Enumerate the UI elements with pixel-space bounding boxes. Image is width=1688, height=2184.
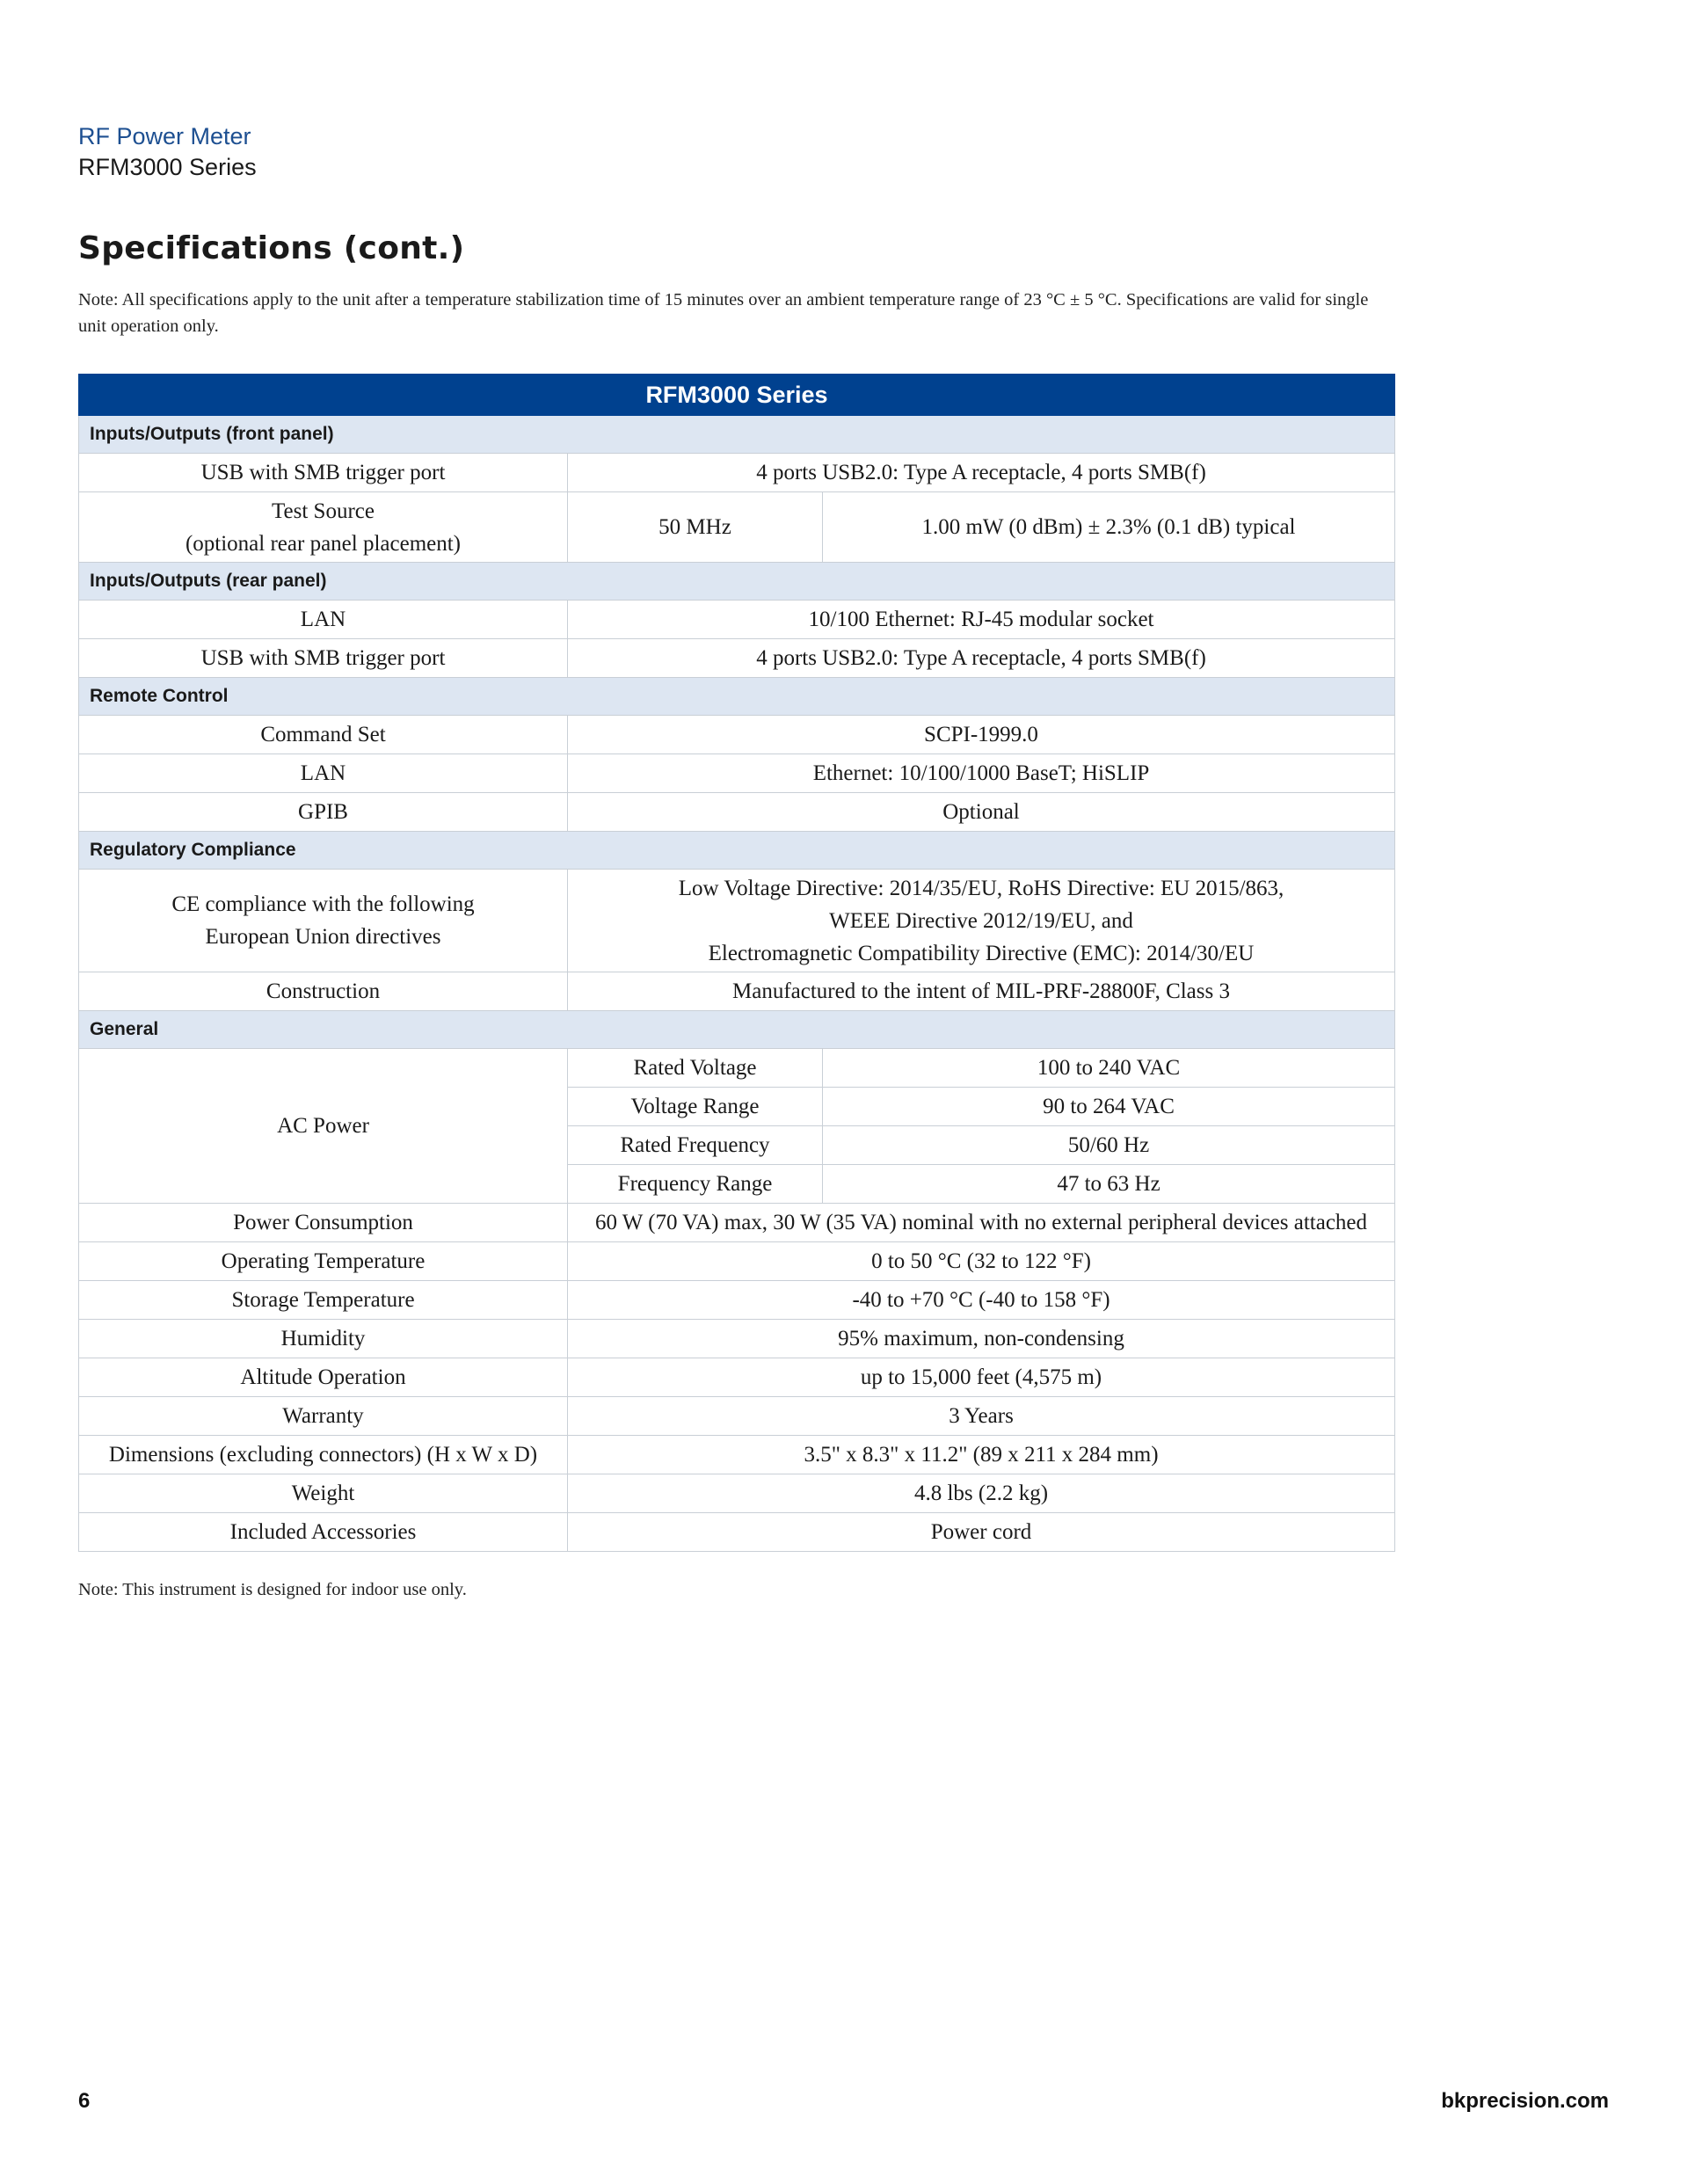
table-heading: RFM3000 Series [79,375,1395,416]
section-row [79,678,1395,716]
section-row [79,563,1395,601]
table-row [79,1320,1395,1358]
page-title: Specifications (cont.) [78,230,465,266]
ac-power-label: AC Power [79,1049,568,1204]
section-regulatory: Regulatory Compliance [79,832,1395,870]
row-value: Power cord [568,1513,1395,1552]
table-row [79,639,1395,678]
row-label: Operating Temperature [79,1242,568,1281]
row-value: 3.5" x 8.3" x 11.2" (89 x 211 x 284 mm) [568,1436,1395,1474]
table-row [79,1358,1395,1397]
section-front-panel: Inputs/Outputs (front panel) [79,416,1395,454]
section-general: General [79,1011,1395,1049]
ac-sub-label: Rated Frequency [568,1126,823,1165]
section-row [79,832,1395,870]
test-source-value: 1.00 mW (0 dBm) ± 2.3% (0.1 dB) typical [823,492,1395,563]
row-label: Warranty [79,1397,568,1436]
row-label [79,870,568,972]
ac-sub-value: 50/60 Hz [823,1126,1395,1165]
row-value: SCPI-1999.0 [568,716,1395,754]
row-label: Dimensions (excluding connectors) (H x W x D) [79,1436,568,1474]
table-row [79,754,1395,793]
header-series: RFM3000 Series [78,154,257,180]
row-value: -40 to +70 °C (-40 to 158 °F) [568,1281,1395,1320]
row-label: Altitude Operation [79,1358,568,1397]
row-label: LAN [79,754,568,793]
row-label: USB with SMB trigger port [79,639,568,678]
table-row [79,870,1395,972]
row-value: 0 to 50 °C (32 to 122 °F) [568,1242,1395,1281]
ac-sub-value: 100 to 240 VAC [823,1049,1395,1088]
table-row [79,1049,1395,1088]
footer-url[interactable]: bkprecision.com [1441,2089,1609,2113]
row-label [79,492,568,563]
ac-sub-label: Rated Voltage [568,1049,823,1088]
row-label: Command Set [79,716,568,754]
row-label: GPIB [79,793,568,832]
row-value: 3 Years [568,1397,1395,1436]
table-row [79,1474,1395,1513]
note-top: Note: All specifications apply to the unit after a temperature stabilization time of 15 minutes over an ambient temperature range of 23 °C ± 5 °C. Specifications are valid for single unit operation only. [78,290,1369,336]
test-source-frequency: 50 MHz [568,492,823,563]
ce-value-line-2: WEEE Directive 2012/19/EU, and [829,908,1133,933]
note-bottom: Note: This instrument is designed for indoor use only. [78,1580,467,1599]
row-value [568,870,1395,972]
row-label: Weight [79,1474,568,1513]
spec-table [78,374,1395,1552]
row-label: Construction [79,972,568,1011]
section-row [79,1011,1395,1049]
row-value: 4.8 lbs (2.2 kg) [568,1474,1395,1513]
row-label: Humidity [79,1320,568,1358]
row-label: Power Consumption [79,1204,568,1242]
row-value: 10/100 Ethernet: RJ-45 modular socket [568,601,1395,639]
test-source-label-line-1: Test Source [272,499,375,523]
test-source-label-line-2: (optional rear panel placement) [185,531,462,556]
row-value: 60 W (70 VA) max, 30 W (35 VA) nominal with no external peripheral devices attached [568,1204,1395,1242]
row-value: Ethernet: 10/100/1000 BaseT; HiSLIP [568,754,1395,793]
table-row [79,1204,1395,1242]
ac-sub-value: 47 to 63 Hz [823,1165,1395,1204]
row-label: Storage Temperature [79,1281,568,1320]
row-label: USB with SMB trigger port [79,454,568,492]
row-value: 4 ports USB2.0: Type A receptacle, 4 ports SMB(f) [568,639,1395,678]
table-row [79,793,1395,832]
table-row [79,1397,1395,1436]
ce-label-line-2: European Union directives [205,925,441,949]
row-value: 95% maximum, non-condensing [568,1320,1395,1358]
row-label: Included Accessories [79,1513,568,1552]
table-row [79,1281,1395,1320]
ce-value-line-3: Electromagnetic Compatibility Directive (EMC): 2014/30/EU [708,941,1255,965]
table-heading-row [79,375,1395,416]
table-row [79,716,1395,754]
ce-label-line-1: CE compliance with the following [171,892,475,916]
table-row [79,492,1395,563]
ac-sub-value: 90 to 264 VAC [823,1088,1395,1126]
ac-sub-label: Frequency Range [568,1165,823,1204]
header-product: RF Power Meter [78,123,251,149]
ac-sub-label: Voltage Range [568,1088,823,1126]
row-value: Optional [568,793,1395,832]
section-rear-panel: Inputs/Outputs (rear panel) [79,563,1395,601]
table-row [79,1242,1395,1281]
row-label: LAN [79,601,568,639]
ce-value-line-1: Low Voltage Directive: 2014/35/EU, RoHS Directive: EU 2015/863, [678,876,1284,900]
row-value: up to 15,000 feet (4,575 m) [568,1358,1395,1397]
table-row [79,454,1395,492]
table-row [79,1436,1395,1474]
table-row [79,601,1395,639]
table-row [79,972,1395,1011]
row-value: 4 ports USB2.0: Type A receptacle, 4 ports SMB(f) [568,454,1395,492]
section-remote-control: Remote Control [79,678,1395,716]
table-row [79,1513,1395,1552]
section-row [79,416,1395,454]
page-number: 6 [78,2089,91,2113]
row-value: Manufactured to the intent of MIL-PRF-28800F, Class 3 [568,972,1395,1011]
